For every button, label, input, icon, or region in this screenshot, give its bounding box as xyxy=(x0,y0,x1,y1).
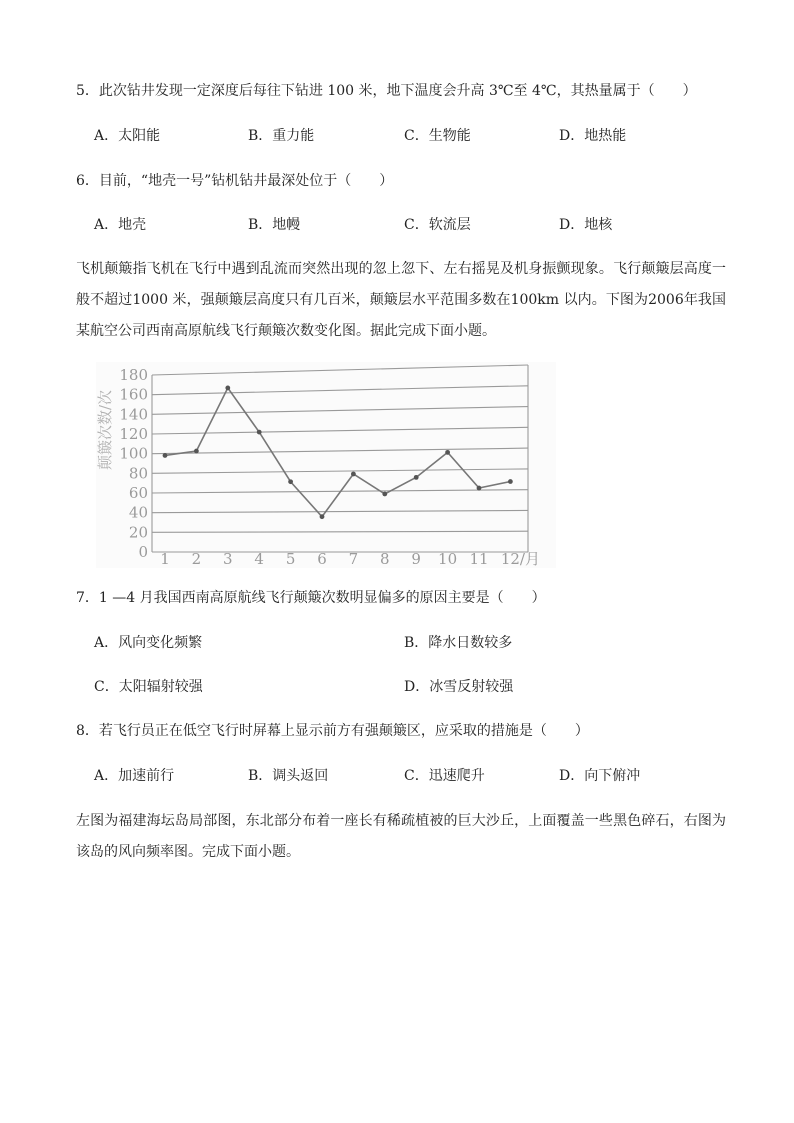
question-7-stem: 7．1 —4 月我国西南高原航线飞行颠簸次数明显偏多的原因主要是（ ） xyxy=(76,590,546,606)
q5-option-a[interactable]: A．太阳能 xyxy=(94,128,161,144)
data-point-3 xyxy=(225,386,230,391)
x-tick-label: 10 xyxy=(438,550,458,568)
data-point-11 xyxy=(477,486,482,491)
gridline-80 xyxy=(152,469,528,473)
q7-option-d[interactable]: D．冰雪反射较强 xyxy=(404,679,514,695)
y-tick-label: 140 xyxy=(119,405,148,424)
x-tick-label: 6 xyxy=(317,550,327,568)
data-point-5 xyxy=(288,479,293,484)
gridline-180 xyxy=(152,365,528,375)
y-tick-label: 40 xyxy=(128,503,148,522)
x-tick-label: 1 xyxy=(160,550,170,568)
gridline-40 xyxy=(152,510,528,512)
question-5-stem: 5．此次钻井发现一定深度后每往下钻进 100 米，地下温度会升高 3℃至 4℃，其热量属于（ ） xyxy=(76,83,697,99)
data-point-4 xyxy=(257,430,262,435)
data-point-6 xyxy=(320,514,325,519)
x-tick-label: 7 xyxy=(348,550,359,568)
y-tick-label: 180 xyxy=(119,366,148,384)
q5-option-c[interactable]: C．生物能 xyxy=(404,128,471,144)
y-tick-label: 60 xyxy=(128,484,148,502)
gridline-140 xyxy=(152,407,528,415)
q5-option-d[interactable]: D．地热能 xyxy=(559,128,627,144)
question-8-stem: 8．若飞行员正在低空飞行时屏幕上显示前方有强颠簸区，应采取的措施是（ ） xyxy=(76,723,589,739)
data-point-9 xyxy=(414,475,419,480)
x-tick-label: 11 xyxy=(469,550,489,568)
q8-option-c[interactable]: C．迅速爬升 xyxy=(404,768,485,784)
q7-option-a[interactable]: A．风向变化频繁 xyxy=(94,635,203,651)
turbulence-passage: 飞机颠簸指飞机在飞行中遇到乱流而突然出现的忽上忽下、左右摇晃及机身振颤现象。飞行颠簸层高度一般不超过1000 米，强颠簸层高度只有几百米，颠簸层水平范围多数在100km 以内。下图为2006年我国某航空公司西南高原航线飞行颠簸次数变化图。据此完成下面小题。 xyxy=(76,261,726,339)
gridline-20 xyxy=(152,531,528,532)
q6-option-b[interactable]: B．地幔 xyxy=(248,217,301,233)
q6-option-d[interactable]: D．地核 xyxy=(559,217,613,233)
q8-option-d[interactable]: D．向下俯冲 xyxy=(559,768,641,784)
data-point-8 xyxy=(382,492,387,497)
gridline-160 xyxy=(152,386,528,395)
data-point-10 xyxy=(445,450,450,455)
data-point-1 xyxy=(163,453,168,458)
x-tick-label: 2 xyxy=(191,550,202,568)
chart-grid xyxy=(152,365,528,552)
y-tick-label: 100 xyxy=(119,444,148,463)
q8-option-a[interactable]: A．加速前行 xyxy=(94,768,175,784)
x-tick-label: 4 xyxy=(254,550,264,568)
haitan-island-passage: 左图为福建海坛岛局部图，东北部分布着一座长有稀疏植被的巨大沙丘，上面覆盖一些黑色碎石，右图为该岛的风向频率图。完成下面小题。 xyxy=(76,813,726,860)
y-tick-label: 80 xyxy=(128,464,148,483)
q7-option-c[interactable]: C．太阳辐射较强 xyxy=(94,679,203,695)
y-axis-label: 颠簸次数/次 xyxy=(96,389,114,471)
x-tick-label: 9 xyxy=(411,550,421,568)
y-tick-label: 20 xyxy=(128,523,148,542)
data-point-2 xyxy=(194,449,199,454)
x-tick-label: 12/月 xyxy=(500,550,540,568)
x-tick-labels xyxy=(160,550,540,568)
y-tick-label: 120 xyxy=(119,425,148,443)
x-tick-label: 3 xyxy=(223,550,233,568)
q5-option-b[interactable]: B．重力能 xyxy=(248,128,315,144)
q8-option-b[interactable]: B．调头返回 xyxy=(248,768,329,784)
data-point-7 xyxy=(351,472,356,477)
y-tick-label: 160 xyxy=(119,385,148,404)
y-tick-label: 0 xyxy=(138,543,148,561)
data-point-12 xyxy=(508,479,513,484)
y-tick-labels xyxy=(119,366,148,561)
x-tick-label: 8 xyxy=(380,550,390,568)
q6-option-c[interactable]: C．软流层 xyxy=(404,217,471,233)
question-6-stem: 6．目前，“地壳一号”钻机钻井最深处位于（ ） xyxy=(76,173,394,189)
gridline-100 xyxy=(152,448,528,454)
turbulence-line-chart xyxy=(96,362,556,568)
q6-option-a[interactable]: A．地壳 xyxy=(94,217,147,233)
q7-option-b[interactable]: B．降水日数较多 xyxy=(404,635,513,651)
x-tick-label: 5 xyxy=(285,550,296,568)
